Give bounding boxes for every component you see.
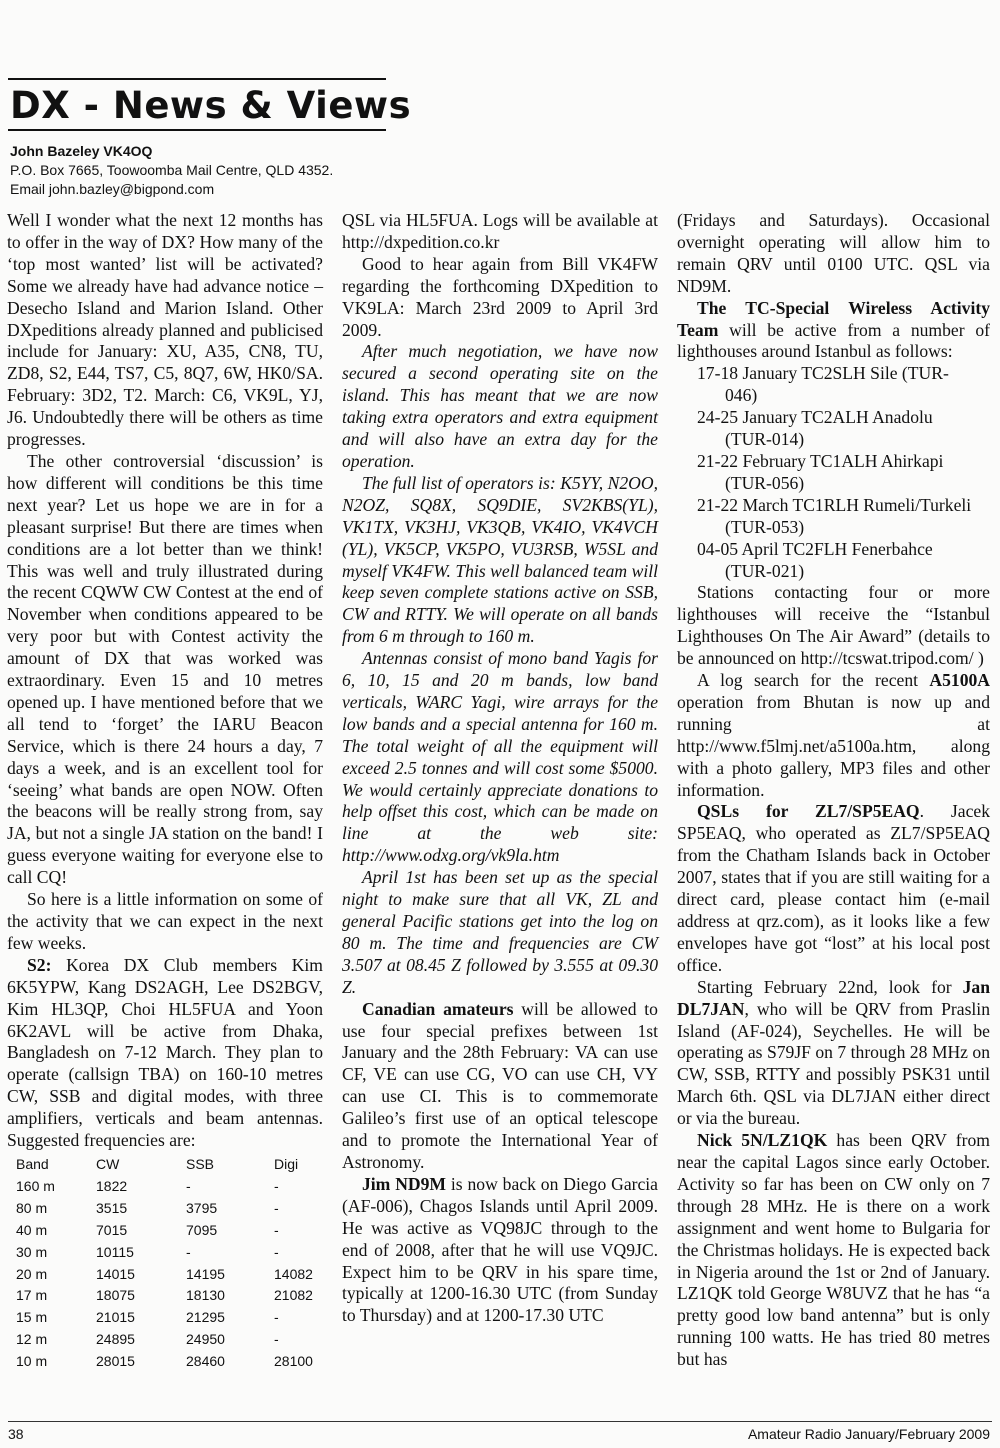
- paragraph: [677, 977, 990, 1130]
- paragraph: QSL via HL5FUA. Logs will be available at http://dxpedition.co.kr: [342, 210, 658, 252]
- table-cell: 28100: [274, 1353, 313, 1370]
- table-cell: 15 m: [16, 1309, 48, 1326]
- table-row: [7, 1220, 313, 1242]
- table-cell: 20 m: [16, 1265, 48, 1282]
- table-cell: 3515: [96, 1199, 128, 1216]
- quoted-paragraph: After much negotiation, we have now secured a second operating site on the island. This has meant that we are now taking extra operators and extra equipment and will also have an extra day for the operation.: [342, 341, 658, 471]
- paragraph: [342, 1174, 658, 1327]
- lighthouse-line: 04-05 April TC2FLH Fenerbahce: [697, 538, 933, 559]
- table-cell: 14082: [274, 1265, 313, 1282]
- paragraph-text: Starting February 22nd, look for: [697, 976, 963, 997]
- table-header: CW: [96, 1155, 120, 1172]
- table-cell: 21295: [186, 1309, 225, 1326]
- header-bottom-rule: [8, 129, 386, 131]
- table-cell: -: [274, 1309, 279, 1326]
- table-cell: 21015: [96, 1309, 135, 1326]
- frequency-table: [7, 1154, 313, 1373]
- table-cell: -: [274, 1177, 279, 1194]
- table-cell: -: [274, 1243, 279, 1260]
- lead-in: Canadian amateurs: [362, 998, 514, 1019]
- paragraph: (Fridays and Saturdays). Occasional overnight operating will allow him to remain QRV until 0100 UTC. QSL via ND9M.: [677, 210, 990, 296]
- footer-rule: [8, 1421, 992, 1422]
- paragraph: Well I wonder what the next 12 months has to offer in the way of DX? How many of the ‘top most wanted’ list will be activated? Some we already have had advance notice – Desecho Island and Marion Island. Other DXpeditions already planned and publicised include for January: XU, A35, CN8, TU, ZD8, S2, E44, TS7, C5, 8Q7, 6W, HK0/SA. February: 3D2, T2. March: C6, VK9L, YJ, J6. Undoubtedly there will be others as time progresses.: [7, 210, 323, 450]
- table-cell: 24950: [186, 1331, 225, 1348]
- table-cell: 14195: [186, 1265, 225, 1282]
- table-cell: 17 m: [16, 1287, 48, 1304]
- table-cell: 1822: [96, 1177, 128, 1194]
- table-cell: 40 m: [16, 1221, 48, 1238]
- table-cell: 7095: [186, 1221, 218, 1238]
- list-item: [677, 539, 990, 583]
- table-cell: 10 m: [16, 1353, 48, 1370]
- lighthouse-ref: (TUR-021): [725, 560, 805, 581]
- lead-in: S2:: [27, 954, 52, 975]
- table-cell: 18075: [96, 1287, 135, 1304]
- lighthouse-ref: (TUR-053): [725, 516, 805, 537]
- table-cell: 80 m: [16, 1199, 48, 1216]
- table-cell: -: [186, 1243, 191, 1260]
- table-header: Band: [16, 1155, 49, 1172]
- page-number: 38: [8, 1426, 24, 1442]
- quoted-paragraph: Antennas consist of mono band Yagis for 6, 10, 15 and 20 m bands, low band verticals, WARC Yagi, wire arrays for the low bands and a special antenna for 160 m. The total weight of all the equipment will exceed 2.5 tonnes and will cost some $5000. We would certainly appreciate donations to help offset this cost, which can be made on line at the web site: http://www.odxg.org/vk9la.htm: [342, 648, 658, 866]
- table-cell: 160 m: [16, 1177, 55, 1194]
- lighthouse-line: 24-25 January TC2ALH Anadolu: [697, 407, 933, 428]
- paragraph: Good to hear again from Bill VK4FW regarding the forthcoming DXpedition to VK9LA: March 23rd 2009 to April 3rd 2009.: [342, 253, 658, 340]
- paragraph: [677, 1130, 990, 1371]
- lighthouse-ref: 046): [725, 385, 758, 406]
- author-address: P.O. Box 7665, Toowoomba Mail Centre, QLD 4352.: [10, 162, 334, 178]
- lighthouse-line: 17-18 January TC2SLH Sile (TUR-: [697, 363, 949, 384]
- table-cell: 21082: [274, 1287, 313, 1304]
- table-cell: -: [274, 1199, 279, 1216]
- table-cell: 24895: [96, 1331, 135, 1348]
- table-row: [7, 1307, 313, 1329]
- table-cell: 12 m: [16, 1331, 48, 1348]
- column-2: [342, 210, 658, 1327]
- table-row: [7, 1242, 313, 1264]
- paragraph-text: Korea DX Club members Kim 6K5YPW, Kang DS2AGH, Lee DS2BGV, Kim HL3QP, Choi HL5FUA and Yoon 6K2AVL will be active from Dhaka, Bangladesh on 7-12 March. They plan to operate (callsign TBA) on 160-10 metres CW, SSB and digital modes, with three amplifiers, verticals and beam antennas. Suggested frequencies are:: [7, 954, 323, 1151]
- lead-in: The TC-Special Wireless Activity Team: [677, 297, 990, 340]
- table-cell: 3795: [186, 1199, 218, 1216]
- list-item: [677, 451, 990, 495]
- table-row: [7, 1329, 313, 1351]
- table-header-row: [7, 1154, 313, 1176]
- page-title: DX - News & Views: [10, 84, 412, 127]
- paragraph: Stations contacting four or more lighthouses will receive the “Istanbul Lighthouses On The Air Award” (details to be announced on http://tcswat.tripod.com/ ): [677, 582, 990, 669]
- lead-in: A5100A: [929, 670, 990, 691]
- table-row: [7, 1351, 313, 1373]
- lighthouse-ref: (TUR-014): [725, 429, 805, 450]
- paragraph: [677, 298, 990, 364]
- list-item: [677, 495, 990, 539]
- paragraph-text: has been QRV from near the capital Lagos since early October. Activity so far has been on CW only on 7 through 28 MHz. He is there on a work assignment and went home to Bulgaria for the Christmas holidays. He is expected back in Nigeria around the 1st or 2nd of January. LZ1QK told George W8UVZ that he has “a pretty good low band antenna” but is only running 100 watts. He has tried 80 metres but has: [677, 1130, 990, 1370]
- author-email: Email john.bazley@bigpond.com: [10, 181, 215, 197]
- paragraph-text: will be allowed to use four special prefixes between 1st January and the 28th February: VA can use CF, VE can use CG, VO can use CH, VY can use CI. This is to commemorate Galileo’s first use of an optical telescope and to promote the International Year of Astronomy.: [342, 998, 658, 1172]
- lead-in: Jim ND9M: [362, 1173, 447, 1194]
- table-cell: -: [274, 1331, 279, 1348]
- lead-in: Nick 5N/LZ1QK: [697, 1130, 828, 1151]
- paragraph: [677, 801, 990, 976]
- table-cell: 28015: [96, 1353, 135, 1370]
- paragraph-text: operation from Bhutan is now up and running at http://www.f5lmj.net/a5100a.htm, along with a photo gallery, MP3 files and other information.: [677, 691, 990, 800]
- table-cell: 28460: [186, 1353, 225, 1370]
- publication-info: Amateur Radio January/February 2009: [747, 1426, 990, 1442]
- paragraph: [7, 955, 323, 1152]
- paragraph-text: A log search for the recent: [697, 670, 930, 691]
- paragraph: [677, 670, 990, 801]
- column-3: [677, 210, 990, 1371]
- lighthouse-ref: (TUR-056): [725, 472, 805, 493]
- author-name: John Bazeley VK4OQ: [10, 143, 153, 159]
- list-item: [677, 363, 990, 407]
- table-header: SSB: [186, 1155, 215, 1172]
- paragraph-text: . Jacek SP5EAQ, who operated as ZL7/SP5EAQ from the Chatham Islands back in October 2007, states that if you are still waiting for a direct card, please contact him (e-mail address at qrz.com), as it looks like a few envelopes have got “lost” at his local post office.: [677, 801, 990, 975]
- table-cell: -: [186, 1177, 191, 1194]
- table-row: [7, 1264, 313, 1286]
- paragraph-text: is now back on Diego Garcia (AF-006), Chagos Islands until April 2009. He was active as VQ98JC through to the end of 2008, after that he will use VQ9JC. Expect him to be QRV in his spare time, typically at 1200-16.30 UTC (from Sunday to Thursday) and at 1200-17.30 UTC: [342, 1173, 658, 1326]
- lead-in: QSLs for ZL7/SP5EAQ: [697, 801, 920, 822]
- table-cell: -: [274, 1221, 279, 1238]
- header-top-rule: [8, 78, 386, 80]
- lighthouse-line: 21-22 March TC1RLH Rumeli/Turkeli: [697, 494, 972, 515]
- list-item: [677, 407, 990, 451]
- lead-in: Jan DL7JAN: [677, 976, 990, 1019]
- table-row: [7, 1285, 313, 1307]
- table-cell: 10115: [96, 1243, 134, 1260]
- byline: [10, 142, 333, 199]
- quoted-paragraph: April 1st has been set up as the special night to make sure that all VK, ZL and general Pacific stations get into the log on 80 m. The time and frequencies are CW 3.507 at 08.45 Z followed by 3.555 at 09.30 Z.: [342, 867, 658, 997]
- table-row: [7, 1198, 313, 1220]
- paragraph-text: will be active from a number of lighthouses around Istanbul as follows:: [677, 319, 990, 362]
- table-row: [7, 1176, 313, 1198]
- table-cell: 30 m: [16, 1243, 48, 1260]
- table-header: Digi: [274, 1155, 299, 1172]
- paragraph: The other controversial ‘discussion’ is how different will conditions be this time next year? Let us hope we are in for a pleasant surprise! But there are times when conditions are a lot better than we think! This was well and truly illustrated during the recent CQWW CW Contest at the end of November when conditions appeared to be very poor but with Contest activity the amount of DX that was worked was extraordinary. Even 15 and 10 metres opened up. I have mentioned before that we all tend to ‘forget’ the IARU Beacon Service, which is there 24 hours a day, 7 days a week, and is an excellent tool for ‘seeing’ what bands are open NOW. Often the beacons will be really strong from, say JA, but not a single JA station on the band! I guess everyone waiting for everyone else to call CQ!: [7, 450, 323, 888]
- table-cell: 14015: [96, 1265, 135, 1282]
- lighthouse-line: 21-22 February TC1ALH Ahirkapi: [697, 450, 944, 471]
- column-1: [7, 210, 323, 1373]
- paragraph-text: , who will be QRV from Praslin Island (AF-024), Seychelles. He will be operating as S79JF on 7 through 28 MHz on CW, SSB, RTTY and possibly PSK31 until March 6th. QSL via DL7JAN either direct or via the bureau.: [677, 998, 990, 1129]
- quoted-paragraph: The full list of operators is: K5YY, N2OO, N2OZ, SQ8X, SQ9DIE, SV2KBS(YL), VK1TX, VK3HJ, VK3QB, VK4IO, VK4VCH (YL), VK5CP, VK5PO, VU3RSB, W5SL and myself VK4FW. This well balanced team will keep seven complete stations active on SSB, CW and RTTY. We will operate on all bands from 6 m through to 160 m.: [342, 472, 658, 647]
- paragraph: So here is a little information on some of the activity that we can expect in the next few weeks.: [7, 889, 323, 953]
- table-cell: 7015: [96, 1221, 128, 1238]
- table-cell: 18130: [186, 1287, 225, 1304]
- paragraph: [342, 999, 658, 1174]
